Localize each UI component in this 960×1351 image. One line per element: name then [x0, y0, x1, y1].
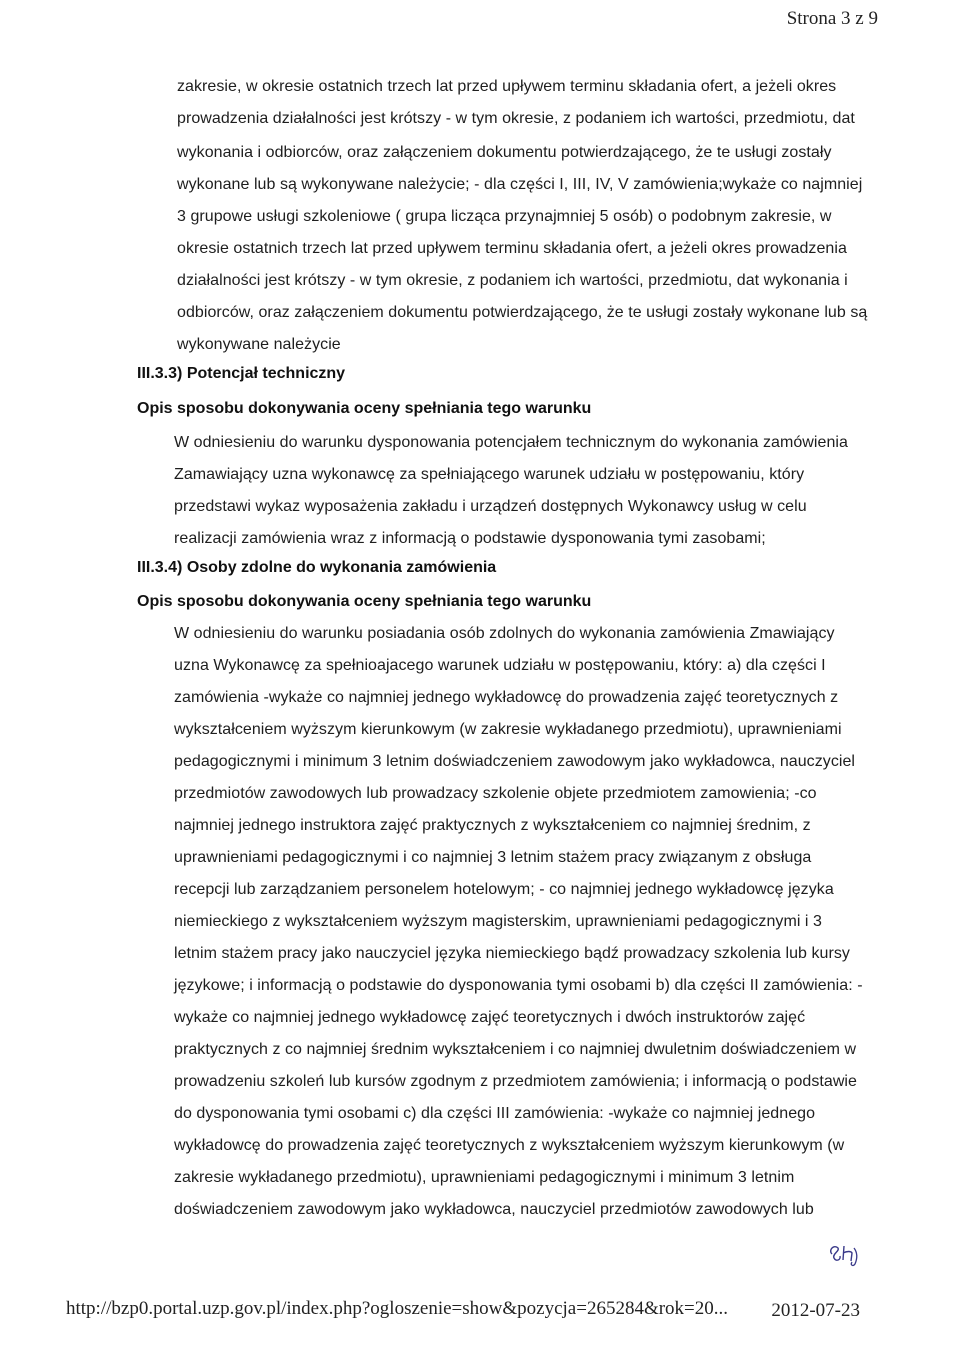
- text-line: wykonania i odbiorców, oraz załączeniem dokumentu potwierdzającego, że te usługi zostały: [177, 144, 832, 161]
- handwritten-initials-signature: [826, 1240, 866, 1273]
- text-line: recepcji lub zarządzaniem personelem hotelowym; - co najmniej jednego wykładowcę języka: [174, 881, 834, 898]
- text-line: realizacji zamówienia wraz z informacją o podstawie dysponowania tymi zasobami;: [174, 530, 766, 547]
- text-line: językowe; i informacją o podstawie do dysponowania tymi osobami b) dla części II zamówienia: -: [174, 977, 863, 994]
- section-title: Potencjał techniczny: [186, 365, 346, 382]
- footer-date: 2012-07-23: [771, 1300, 860, 1321]
- text-line: prowadzeniu szkoleń lub kursów zgodnym z przedmiotem zamówienia; i informacją o podstawie: [174, 1073, 857, 1090]
- text-line: niemieckiego z wykształceniem wyższym magisterskim, uprawnieniami pedagogicznymi i 3: [174, 913, 822, 930]
- section-heading-3-3-3: [137, 365, 345, 383]
- text-line: wykonane lub są wykonywane należycie; - dla części I, III, IV, V zamówienia;wykaże co najmniej: [177, 176, 863, 193]
- text-line: uprawnieniami pedagogicznymi i co najmniej 3 letnim stażem pracy związanym z obsługa: [174, 849, 812, 866]
- text-line: okresie ostatnich trzech lat przed upływem terminu składania ofert, a jeżeli okres prowadzenia: [177, 240, 847, 257]
- text-line: zamówienia -wykaże co najmniej jednego wykładowcę do prowadzenia zajęć teoretycznych z: [174, 689, 839, 706]
- section-number: III.3.4): [137, 559, 183, 576]
- text-line: doświadczeniem zawodowym jako wykładowca, nauczyciel przedmiotów zawodowych lub: [174, 1201, 814, 1218]
- text-line: wykaże co najmniej jednego wykładowcę zajęć teoretycznych i dwóch instruktorów zajęć: [174, 1009, 806, 1026]
- text-line: najmniej jednego instruktora zajęć praktycznych z wykształceniem co najmniej średnim, z: [174, 817, 811, 834]
- section-heading-3-3-4: [137, 559, 496, 577]
- text-line: zakresie wykładanego przedmiotu), uprawnieniami pedagogicznymi i minimum 3 letnim: [174, 1169, 795, 1186]
- text-line: zakresie, w okresie ostatnich trzech lat przed upływem terminu składania ofert, a jeżeli okres: [177, 78, 837, 95]
- section-number: III.3.3): [137, 365, 183, 382]
- text-line: 3 grupowe usługi szkoleniowe ( grupa licząca przynajmniej 5 osób) o podobnym zakresie, w: [177, 208, 832, 225]
- assessment-heading: Opis sposobu dokonywania oceny spełniania tego warunku: [137, 593, 592, 610]
- page-number: Strona 3 z 9: [786, 8, 878, 29]
- text-line: wykonywane należycie: [177, 336, 341, 353]
- text-line: praktycznych z co najmniej średnim wykształceniem i co najmniej dwuletnim doświadczeniem w: [174, 1041, 857, 1058]
- text-line: wykładowcę do prowadzenia zajęć teoretycznych z wykształceniem wyższym kierunkowym (w: [174, 1137, 845, 1154]
- text-line: przedstawi wykaz wyposażenia zakładu i urządzeń dostępnych Wykonawcy usług w celu: [174, 498, 807, 515]
- text-line: do dysponowania tymi osobami c) dla części III zamówienia: -wykaże co najmniej jednego: [174, 1105, 816, 1122]
- text-line: W odniesieniu do warunku dysponowania potencjałem technicznym do wykonania zamówienia: [174, 434, 848, 451]
- assessment-heading: Opis sposobu dokonywania oceny spełniania tego warunku: [137, 400, 592, 417]
- text-line: Zamawiający uzna wykonawcę za spełniającego warunek udziału w postępowaniu, który: [174, 466, 805, 483]
- section-title: Osoby zdolne do wykonania zamówienia: [186, 559, 497, 576]
- text-line: letnim stażem pracy jako nauczyciel języka niemieckiego bądź prowadzacy szkolenia lub kursy: [174, 945, 850, 962]
- text-line: działalności jest krótszy - w tym okresie, z podaniem ich wartości, przedmiotu, dat wykonania i: [177, 272, 848, 289]
- text-line: prowadzenia działalności jest krótszy - w tym okresie, z podaniem ich wartości, przedmiotu, dat: [177, 110, 855, 127]
- text-line: uzna Wykonawcę za spełnioajacego warunek udziału w postępowaniu, który: a) dla części I: [174, 657, 826, 674]
- text-line: odbiorców, oraz załączeniem dokumentu potwierdzającego, że te usługi zostały wykonane lub są: [177, 304, 868, 321]
- footer-url: http://bzp0.portal.uzp.gov.pl/index.php?ogloszenie=show&pozycja=265284&rok=20...: [66, 1298, 729, 1319]
- text-line: pedagogicznymi i minimum 3 letnim doświadczeniem zawodowym jako wykładowca, nauczyciel: [174, 753, 856, 770]
- text-line: przedmiotów zawodowych lub prowadzacy szkolenie objete przedmiotem zamowienia; -co: [174, 785, 817, 802]
- text-line: wykształceniem wyższym kierunkowym (w zakresie wykładanego przedmiotu), uprawnieniami: [174, 721, 842, 738]
- text-line: W odniesieniu do warunku posiadania osób zdolnych do wykonania zamówienia Zmawiający: [174, 625, 835, 642]
